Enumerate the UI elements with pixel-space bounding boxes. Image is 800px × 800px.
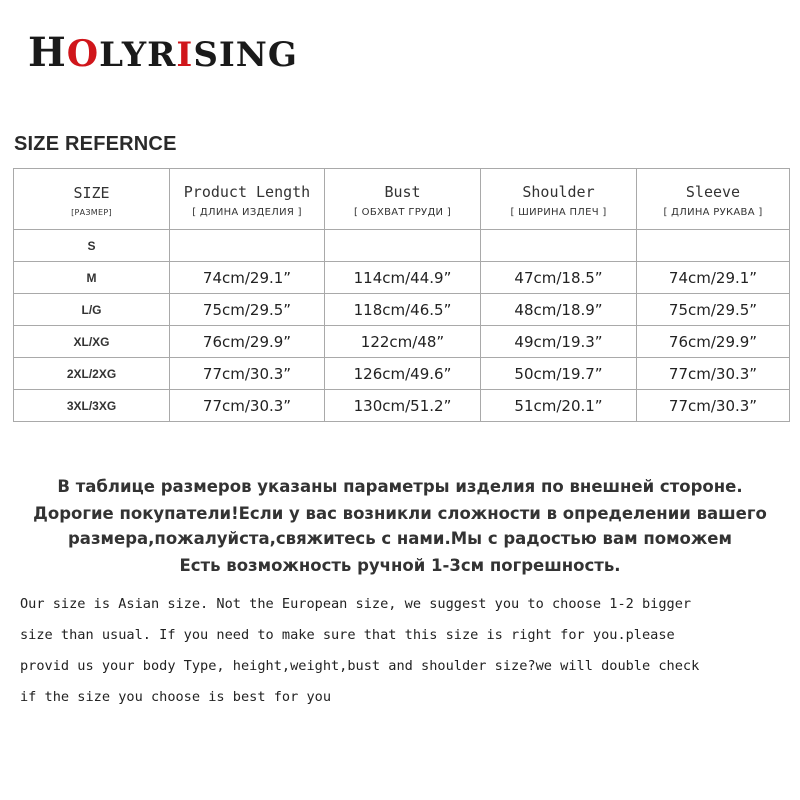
note-en-line: if the size you choose is best for you <box>20 689 331 705</box>
measurement-cell: 76cm/29.9” <box>170 326 325 358</box>
measurement-cell: 48cm/18.9” <box>481 294 637 326</box>
column-header <box>14 169 170 230</box>
column-header-label: Sleeve <box>685 182 741 201</box>
measurement-cell <box>637 230 790 262</box>
column-header-label: Bust <box>384 182 421 201</box>
measurement-cell <box>170 230 325 262</box>
measurement-cell: 50cm/19.7” <box>481 358 637 390</box>
logo-text: HOLYRISING <box>28 30 298 74</box>
size-label-cell: 3XL/3XG <box>14 390 170 422</box>
table-row <box>14 262 790 294</box>
column-header-label: Shoulder <box>522 182 595 201</box>
column-header-sublabel: [ ОБХВАТ ГРУДИ ] <box>353 206 452 218</box>
size-table <box>13 168 790 422</box>
measurement-cell: 77cm/30.3” <box>637 390 790 422</box>
holyrising-logo <box>28 30 328 74</box>
size-label-cell: S <box>14 230 170 262</box>
measurement-cell: 77cm/30.3” <box>170 390 325 422</box>
column-header-label: Product Length <box>183 182 311 201</box>
measurement-cell: 130cm/51.2” <box>325 390 481 422</box>
measurement-cell <box>325 230 481 262</box>
measurement-cell: 77cm/30.3” <box>170 358 325 390</box>
table-row <box>14 326 790 358</box>
measurement-cell: 114cm/44.9” <box>325 262 481 294</box>
measurement-cell: 74cm/29.1” <box>637 262 790 294</box>
column-header-label: SIZE <box>73 183 110 202</box>
measurement-cell: 47cm/18.5” <box>481 262 637 294</box>
measurement-cell: 122cm/48” <box>325 326 481 358</box>
size-label-cell: 2XL/2XG <box>14 358 170 390</box>
table-row <box>14 294 790 326</box>
note-ru-line: Есть возможность ручной 1-3см погрешность. <box>179 556 621 575</box>
column-header-sublabel: [РАЗМЕР] <box>71 207 112 217</box>
column-header-sublabel: [ ШИРИНА ПЛЕЧ ] <box>510 206 607 218</box>
column-header <box>481 169 637 230</box>
size-label-cell: XL/XG <box>14 326 170 358</box>
table-header-row <box>14 169 790 230</box>
column-header <box>325 169 481 230</box>
table-row <box>14 390 790 422</box>
measurement-cell: 118cm/46.5” <box>325 294 481 326</box>
measurement-cell: 75cm/29.5” <box>637 294 790 326</box>
table-row <box>14 358 790 390</box>
note-en-line: size than usual. If you need to make sure that this size is right for you.please <box>20 627 675 643</box>
measurement-cell: 49cm/19.3” <box>481 326 637 358</box>
table-row <box>14 230 790 262</box>
measurement-cell: 126cm/49.6” <box>325 358 481 390</box>
measurement-cell: 75cm/29.5” <box>170 294 325 326</box>
measurement-cell <box>481 230 637 262</box>
size-label-cell: M <box>14 262 170 294</box>
column-header <box>637 169 790 230</box>
measurement-cell: 51cm/20.1” <box>481 390 637 422</box>
size-label-cell: L/G <box>14 294 170 326</box>
page-title: SIZE REFERNCE <box>14 133 177 155</box>
note-ru-line: Дорогие покупатели!Если у вас возникли сложности в определении вашего <box>33 504 767 523</box>
note-en-line: provid us your body Type, height,weight,bust and shoulder size?we will double check <box>20 658 700 674</box>
note-ru-line: В таблице размеров указаны параметры изделия по внешней стороне. <box>57 477 743 496</box>
measurement-cell: 77cm/30.3” <box>637 358 790 390</box>
column-header-sublabel: [ ДЛИНА ИЗДЕЛИЯ ] <box>192 206 302 218</box>
note-en-line: Our size is Asian size. Not the European size, we suggest you to choose 1-2 bigger <box>20 596 692 612</box>
measurement-cell: 76cm/29.9” <box>637 326 790 358</box>
measurement-cell: 74cm/29.1” <box>170 262 325 294</box>
column-header-sublabel: [ ДЛИНА РУКАВА ] <box>663 206 763 218</box>
column-header <box>170 169 325 230</box>
note-ru-line: размера,пожалуйста,свяжитесь с нами.Мы с радостью вам поможем <box>68 529 732 548</box>
